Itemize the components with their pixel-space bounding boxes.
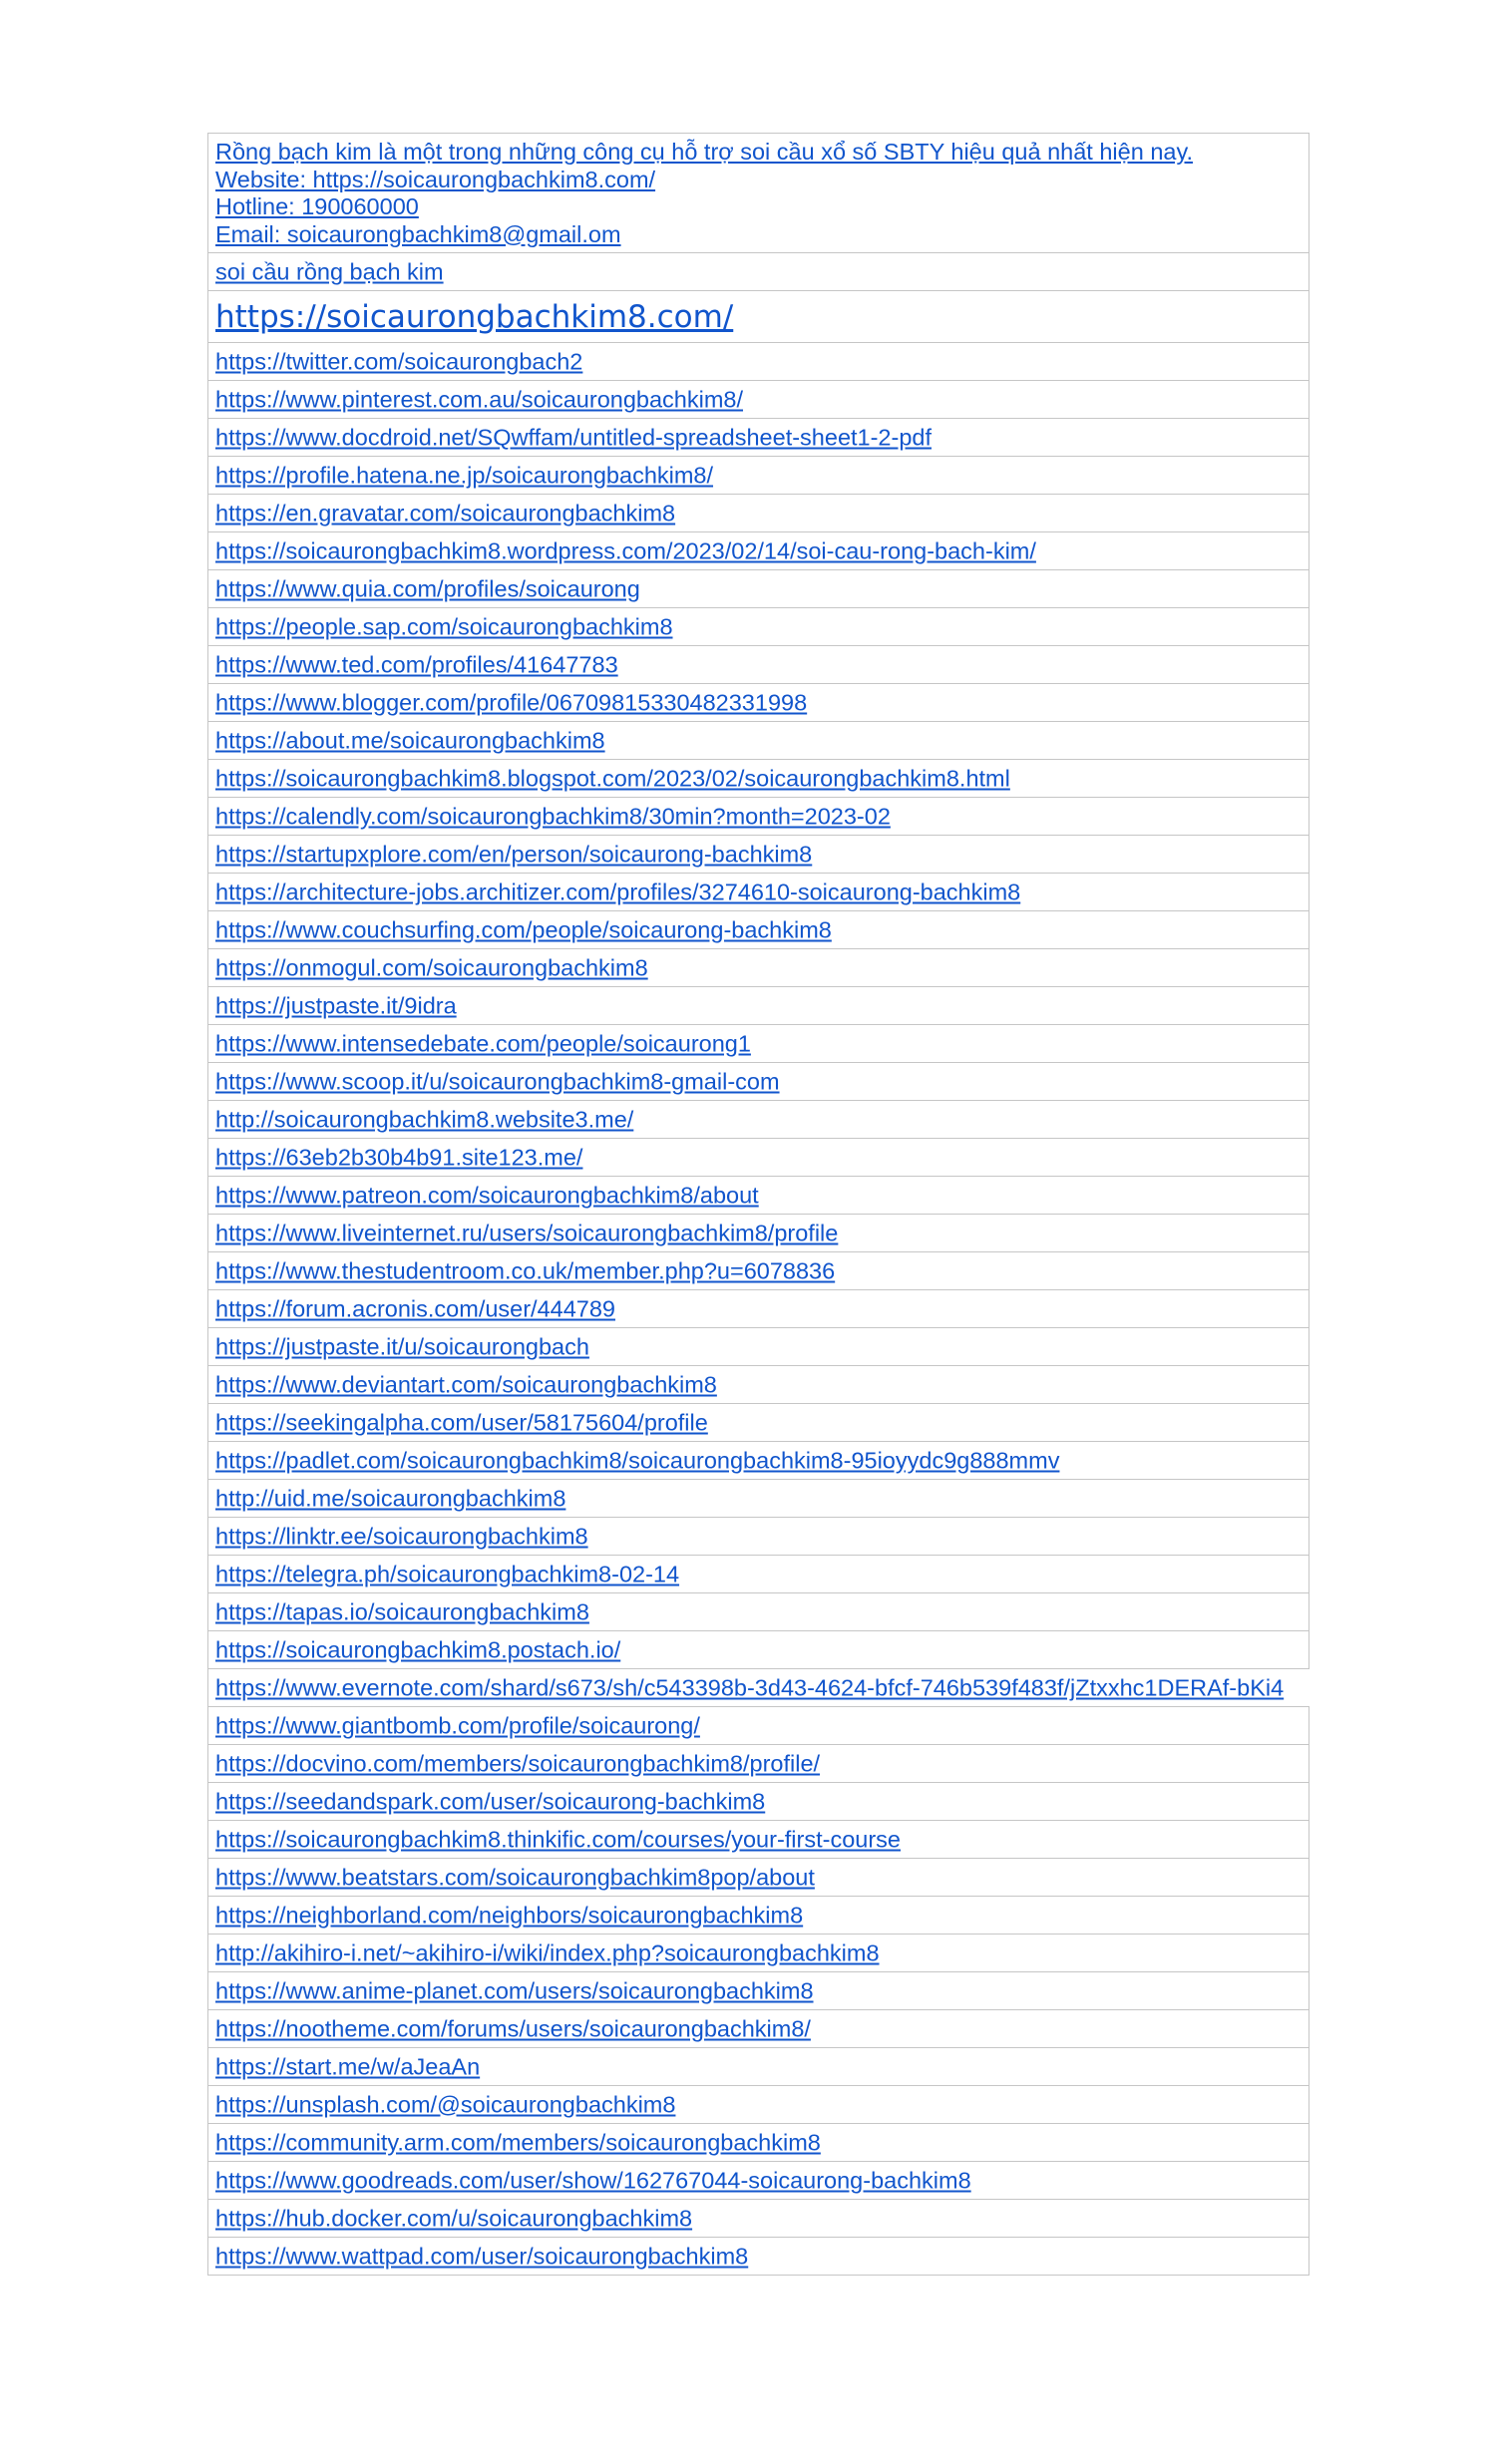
spreadsheet-table — [207, 133, 1309, 2276]
link-item[interactable]: https://www.quia.com/profiles/soicaurong — [215, 575, 640, 601]
site-url-row — [208, 291, 1309, 343]
link-item[interactable]: https://www.scoop.it/u/soicaurongbachkim8-gmail-com — [215, 1068, 780, 1094]
link-row — [208, 1745, 1309, 1783]
link-row — [208, 1177, 1309, 1215]
link-item[interactable]: https://onmogul.com/soicaurongbachkim8 — [215, 954, 648, 980]
link-row — [208, 570, 1309, 608]
link-item[interactable]: https://www.giantbomb.com/profile/soicaurong/ — [215, 1712, 700, 1738]
overflow-clip — [208, 1669, 1315, 1706]
link-item[interactable]: https://about.me/soicaurongbachkim8 — [215, 727, 605, 753]
link-row — [208, 457, 1309, 495]
link-row — [208, 2086, 1309, 2124]
link-item[interactable]: https://justpaste.it/9idra — [215, 992, 457, 1018]
hotline-link[interactable]: Hotline: 190060000 — [215, 193, 419, 219]
intro-text-link[interactable]: Rồng bạch kim là một trong những công cụ hỗ trợ soi cầu xổ số SBTY hiệu quả nhất hiện nay. — [215, 139, 1193, 165]
link-row — [208, 1025, 1309, 1063]
link-row — [208, 1366, 1309, 1404]
link-item[interactable]: https://unsplash.com/@soicaurongbachkim8 — [215, 2091, 676, 2117]
link-item[interactable]: https://forum.acronis.com/user/444789 — [215, 1295, 616, 1321]
link-row — [208, 1897, 1309, 1935]
link-row — [208, 1669, 1309, 1707]
link-row — [208, 2238, 1309, 2276]
header-cell — [208, 134, 1309, 253]
link-row — [208, 1556, 1309, 1593]
link-item[interactable]: https://soicaurongbachkim8.thinkific.com/courses/your-first-course — [215, 1826, 901, 1852]
link-item[interactable]: https://start.me/w/aJeaAn — [215, 2053, 481, 2079]
link-item[interactable]: http://akihiro-i.net/~akihiro-i/wiki/index.php?soicaurongbachkim8 — [215, 1939, 880, 1965]
link-row — [208, 343, 1309, 381]
link-row — [208, 532, 1309, 570]
link-item[interactable]: https://soicaurongbachkim8.postach.io/ — [215, 1636, 621, 1662]
link-item[interactable]: https://telegra.ph/soicaurongbachkim8-02-14 — [215, 1561, 680, 1586]
link-row — [208, 684, 1309, 722]
link-item[interactable]: https://www.wattpad.com/user/soicaurongbachkim8 — [215, 2243, 749, 2269]
link-row — [208, 1252, 1309, 1290]
link-row — [208, 2162, 1309, 2200]
link-item[interactable]: https://www.couchsurfing.com/people/soicaurong-bachkim8 — [215, 916, 832, 942]
link-item[interactable]: https://nootheme.com/forums/users/soicaurongbachkim8/ — [215, 2015, 811, 2041]
link-item[interactable]: https://63eb2b30b4b91.site123.me/ — [215, 1144, 583, 1170]
link-item[interactable]: http://soicaurongbachkim8.website3.me/ — [215, 1106, 634, 1132]
keyword-link[interactable]: soi cầu rồng bạch kim — [215, 258, 444, 284]
link-row — [208, 1442, 1309, 1480]
link-row — [208, 2010, 1309, 2048]
keyword-row — [208, 253, 1309, 291]
link-item[interactable]: https://soicaurongbachkim8.wordpress.com/2023/02/14/soi-cau-rong-bach-kim/ — [215, 537, 1036, 563]
link-row — [208, 722, 1309, 760]
link-row — [208, 1518, 1309, 1556]
link-row — [208, 760, 1309, 798]
link-row — [208, 1631, 1309, 1669]
link-item[interactable]: https://twitter.com/soicaurongbach2 — [215, 348, 583, 374]
link-item[interactable]: https://profile.hatena.ne.jp/soicaurongbachkim8/ — [215, 462, 714, 488]
link-row — [208, 1290, 1309, 1328]
link-item[interactable]: https://soicaurongbachkim8.blogspot.com/2023/02/soicaurongbachkim8.html — [215, 765, 1010, 791]
link-item[interactable]: https://www.deviantart.com/soicaurongbachkim8 — [215, 1371, 717, 1397]
link-item[interactable]: https://www.goodreads.com/user/show/162767044-soicaurong-bachkim8 — [215, 2167, 971, 2193]
link-item[interactable]: https://community.arm.com/members/soicaurongbachkim8 — [215, 2129, 821, 2155]
link-item[interactable]: https://neighborland.com/neighbors/soicaurongbachkim8 — [215, 1902, 804, 1928]
link-item[interactable]: https://startupxplore.com/en/person/soicaurong-bachkim8 — [215, 841, 813, 867]
link-item[interactable]: https://www.blogger.com/profile/06709815330482331998 — [215, 689, 808, 715]
link-row — [208, 1972, 1309, 2010]
link-row — [208, 646, 1309, 684]
link-row — [208, 911, 1309, 949]
link-item[interactable]: https://www.intensedebate.com/people/soicaurong1 — [215, 1030, 751, 1056]
link-row — [208, 1328, 1309, 1366]
link-item[interactable]: https://www.patreon.com/soicaurongbachkim8/about — [215, 1182, 759, 1208]
link-row — [208, 1935, 1309, 1972]
link-item[interactable]: https://calendly.com/soicaurongbachkim8/30min?month=2023-02 — [215, 803, 891, 829]
link-row — [208, 1215, 1309, 1252]
link-row — [208, 1821, 1309, 1859]
link-item[interactable]: http://uid.me/soicaurongbachkim8 — [215, 1485, 566, 1511]
link-row — [208, 874, 1309, 911]
link-item[interactable]: https://www.pinterest.com.au/soicaurongbachkim8/ — [215, 386, 744, 412]
website-link[interactable]: Website: https://soicaurongbachkim8.com/ — [215, 166, 656, 192]
link-row — [208, 495, 1309, 532]
link-row — [208, 2124, 1309, 2162]
link-item[interactable]: https://www.anime-planet.com/users/soicaurongbachkim8 — [215, 1977, 814, 2003]
link-item[interactable]: https://linktr.ee/soicaurongbachkim8 — [215, 1523, 588, 1549]
link-item[interactable]: https://seekingalpha.com/user/58175604/profile — [215, 1409, 708, 1435]
link-item[interactable]: https://padlet.com/soicaurongbachkim8/soicaurongbachkim8-95ioyydc9g888mmv — [215, 1447, 1060, 1473]
link-row — [208, 1593, 1309, 1631]
link-item[interactable]: https://tapas.io/soicaurongbachkim8 — [215, 1598, 589, 1624]
link-item[interactable]: https://docvino.com/members/soicaurongbachkim8/profile/ — [215, 1750, 821, 1776]
link-row — [208, 1859, 1309, 1897]
link-row — [208, 1101, 1309, 1139]
link-row — [208, 949, 1309, 987]
link-row — [208, 987, 1309, 1025]
site-url-link[interactable]: https://soicaurongbachkim8.com/ — [215, 298, 734, 335]
link-row — [208, 1783, 1309, 1821]
link-item[interactable]: https://en.gravatar.com/soicaurongbachkim8 — [215, 500, 676, 526]
link-item[interactable]: https://www.evernote.com/shard/s673/sh/c543398b-3d43-4624-bfcf-746b539f483f/jZtxxhc1DERAf-bKi4 — [215, 1674, 1285, 1700]
link-item[interactable]: https://architecture-jobs.architizer.com/profiles/3274610-soicaurong-bachkim8 — [215, 879, 1021, 904]
link-row — [208, 1139, 1309, 1177]
link-item[interactable]: https://www.beatstars.com/soicaurongbachkim8pop/about — [215, 1864, 815, 1890]
link-row — [208, 798, 1309, 836]
link-item[interactable]: https://www.liveinternet.ru/users/soicaurongbachkim8/profile — [215, 1220, 839, 1245]
link-row — [208, 836, 1309, 874]
link-item[interactable]: https://www.docdroid.net/SQwffam/untitled-spreadsheet-sheet1-2-pdf — [215, 424, 933, 450]
link-row — [208, 1063, 1309, 1101]
link-row — [208, 2048, 1309, 2086]
link-item[interactable]: https://www.thestudentroom.co.uk/member.php?u=6078836 — [215, 1257, 836, 1283]
link-row — [208, 419, 1309, 457]
link-row — [208, 1707, 1309, 1745]
link-item[interactable]: https://hub.docker.com/u/soicaurongbachkim8 — [215, 2205, 693, 2231]
link-item[interactable]: https://seedandspark.com/user/soicaurong-bachkim8 — [215, 1788, 766, 1814]
link-row — [208, 2200, 1309, 2238]
link-item[interactable]: https://www.ted.com/profiles/41647783 — [215, 651, 618, 677]
email-link[interactable]: Email: soicaurongbachkim8@gmail.om — [215, 220, 621, 247]
link-item[interactable]: https://justpaste.it/u/soicaurongbach — [215, 1333, 589, 1359]
link-row — [208, 608, 1309, 646]
link-row — [208, 1404, 1309, 1442]
link-row — [208, 1480, 1309, 1518]
link-item[interactable]: https://people.sap.com/soicaurongbachkim8 — [215, 613, 673, 639]
link-row — [208, 381, 1309, 419]
